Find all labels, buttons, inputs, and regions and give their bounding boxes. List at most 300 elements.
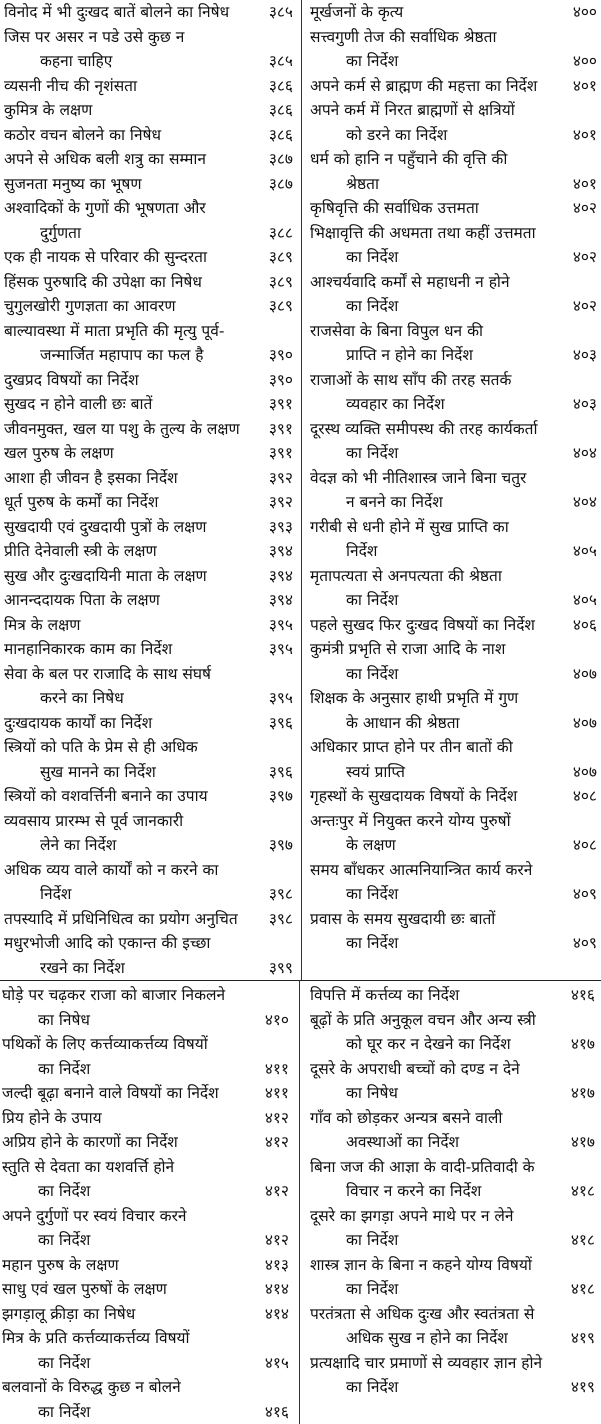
entry-title-line: गरीबी से धनी होने में सुख प्राप्ति का	[310, 515, 553, 540]
entry-page-number: ४१३	[245, 1253, 289, 1278]
entry-title-line: घोड़े पर चढ़कर राजा को बाजार निकलने	[2, 983, 245, 1008]
index-entry	[4, 931, 293, 980]
index-entry	[2, 1032, 289, 1081]
index-entry	[310, 270, 597, 319]
entry-title	[310, 1155, 551, 1204]
entry-title	[4, 196, 249, 245]
entry-title	[310, 1057, 551, 1106]
entry-title-line: शिक्षक के अनुसार हाथी प्रभृति में गुण	[310, 686, 553, 711]
entry-title-continuation: का निर्देश	[2, 1057, 245, 1082]
entry-title-continuation: को घूर कर न देखने का निर्देश	[310, 1032, 551, 1057]
entry-title-line: सेवा के बल पर राजादि के साथ संघर्ष	[4, 662, 249, 687]
entry-page-number: ३९८	[249, 907, 293, 932]
index-entry	[4, 319, 293, 368]
entry-page-number: ४०७	[553, 662, 597, 687]
entry-title-line: मित्र के प्रति कर्त्तव्याकर्त्तव्य विषयों	[2, 1326, 245, 1351]
entry-title	[4, 539, 249, 564]
entry-title-line: सुखदायी एवं दुखदायी पुत्रों के लक्षण	[4, 515, 249, 540]
entry-title	[4, 147, 249, 172]
index-entry	[4, 490, 293, 515]
entry-title	[310, 319, 553, 368]
index-entry	[2, 1326, 289, 1375]
entry-title	[4, 392, 249, 417]
index-entry	[4, 368, 293, 393]
entry-title-continuation: करने का निषेध	[4, 686, 249, 711]
entry-page-number: ४१०	[245, 1008, 289, 1033]
entry-page-number: ३८६	[249, 123, 293, 148]
index-entry	[2, 1106, 289, 1131]
entry-page-number: ३८७	[249, 172, 293, 197]
entry-title	[2, 1155, 245, 1204]
index-entry	[4, 0, 293, 25]
entry-title-line: बिना जज की आज्ञा के वादी-प्रतिवादी के	[310, 1155, 551, 1180]
index-entry	[310, 1302, 595, 1351]
entry-title-continuation: कहना चाहिए	[4, 49, 249, 74]
entry-page-number: ४१२	[245, 1106, 289, 1131]
entry-title	[4, 613, 249, 638]
entry-page-number: ३९१	[249, 441, 293, 466]
entry-title	[4, 172, 249, 197]
index-entry	[310, 319, 597, 368]
index-entry	[310, 417, 597, 466]
entry-title	[310, 221, 553, 270]
entry-title-line: सुजनता मनुष्य का भूषण	[4, 172, 249, 197]
entry-title	[2, 1081, 245, 1106]
entry-title-line: गृहस्थों के सुखदायक विषयों के निर्देश	[310, 784, 553, 809]
entry-page-number: ३८९	[249, 245, 293, 270]
entry-title-line: पहले सुखद फिर दुःखद विषयों का निर्देश	[310, 613, 553, 638]
entry-title	[310, 25, 553, 74]
index-entry	[310, 637, 597, 686]
index-entry	[2, 1204, 289, 1253]
entry-title	[4, 466, 249, 491]
entry-title-continuation: विचार न करने का निर्देश	[310, 1179, 551, 1204]
entry-page-number: ३८९	[249, 270, 293, 295]
entry-title-line: मूर्खजनों के कृत्य	[310, 0, 553, 25]
index-entry	[4, 123, 293, 148]
entry-page-number: ४१९	[551, 1375, 595, 1400]
entry-title-line: दूसरे के अपराधी बच्चों को दण्ड न देने	[310, 1057, 551, 1082]
entry-page-number: ३८६	[249, 98, 293, 123]
entry-page-number: ३९४	[249, 588, 293, 613]
index-entry	[4, 735, 293, 784]
entry-page-number: ४१२	[245, 1179, 289, 1204]
entry-title-line: प्रवास के समय सुखदायी छः बातों	[310, 907, 553, 932]
index-entry	[310, 613, 597, 638]
entry-title-line: सत्त्वगुणी तेज की सर्वाधिक श्रेष्ठता	[310, 25, 553, 50]
entry-page-number: ३९७	[249, 833, 293, 858]
entry-title-line: सुखद न होने वाली छः बातें	[4, 392, 249, 417]
index-entry	[310, 735, 597, 784]
entry-title	[4, 515, 249, 540]
entry-page-number: ४१७	[551, 1130, 595, 1155]
entry-title-continuation: का निर्देश	[310, 294, 553, 319]
entry-page-number: ४१४	[245, 1277, 289, 1302]
entry-title-continuation: के आधान की श्रेष्ठता	[310, 711, 553, 736]
entry-title-continuation: जन्मार्जित महापाप का फल है	[4, 343, 249, 368]
index-entry	[310, 196, 597, 221]
index-entry	[4, 564, 293, 589]
entry-title-line: दुखप्रद विषयों का निर्देश	[4, 368, 249, 393]
entry-title-line: वेदज्ञ को भी नीतिशास्त्र जाने बिना चतुर	[310, 466, 553, 491]
entry-page-number: ४०४	[553, 490, 597, 515]
entry-page-number: ३९९	[249, 956, 293, 981]
index-entry	[4, 270, 293, 295]
index-entry	[310, 147, 597, 196]
index-entry	[310, 564, 597, 613]
entry-title-continuation: का निर्देश	[2, 1228, 245, 1253]
entry-title-line: दुःखदायक कार्यों का निर्देश	[4, 711, 249, 736]
entry-title	[310, 858, 553, 907]
entry-title	[2, 1253, 245, 1278]
index-entry	[2, 1375, 289, 1424]
entry-page-number: ४०९	[553, 882, 597, 907]
index-entry	[4, 613, 293, 638]
entry-title	[4, 662, 249, 711]
entry-title-line: कुमित्र के लक्षण	[4, 98, 249, 123]
index-entry	[4, 588, 293, 613]
entry-title	[4, 809, 249, 858]
entry-title	[4, 294, 249, 319]
entry-page-number: ३९५	[249, 637, 293, 662]
entry-title	[310, 983, 551, 1008]
entry-title	[310, 417, 553, 466]
index-entry	[310, 809, 597, 858]
entry-title	[310, 196, 553, 221]
entry-title-continuation: का निर्देश	[310, 931, 553, 956]
index-entry	[4, 147, 293, 172]
index-entry	[4, 662, 293, 711]
entry-title	[4, 784, 249, 809]
entry-page-number: ४१७	[551, 1081, 595, 1106]
entry-title-line: परतंत्रता से अधिक दुःख और स्वतंत्रता से	[310, 1302, 551, 1327]
entry-title	[310, 809, 553, 858]
entry-title-line: साधु एवं खल पुरुषों के लक्षण	[2, 1277, 245, 1302]
entry-title	[310, 613, 553, 638]
entry-title	[4, 245, 249, 270]
entry-title-continuation: स्वयं प्राप्ति	[310, 760, 553, 785]
entry-title-line: अधिक व्यय वाले कार्यों को न करने का	[4, 858, 249, 883]
index-entry	[310, 784, 597, 809]
entry-title	[310, 74, 553, 99]
entry-title	[4, 0, 249, 25]
index-entry	[4, 392, 293, 417]
entry-page-number: ३८८	[249, 221, 293, 246]
index-entry	[4, 784, 293, 809]
entry-title	[2, 1375, 245, 1424]
entry-title	[310, 1106, 551, 1155]
entry-title	[310, 907, 553, 956]
entry-page-number: ४०३	[553, 392, 597, 417]
index-entry	[310, 98, 597, 147]
entry-title-line: विपत्ति में कर्त्तव्य का निर्देश	[310, 983, 551, 1008]
entry-page-number: ३९०	[249, 343, 293, 368]
entry-page-number: ४०१	[553, 172, 597, 197]
index-entry	[310, 25, 597, 74]
entry-title-line: गाँव को छोड़कर अन्यत्र बसने वाली	[310, 1106, 551, 1131]
entry-page-number: ४००	[553, 49, 597, 74]
entry-title-continuation: निर्देश	[4, 882, 249, 907]
index-entry	[310, 1155, 595, 1204]
entry-title-continuation: अधिक सुख न होने का निर्देश	[310, 1326, 551, 1351]
entry-title-continuation: का निर्देश	[2, 1351, 245, 1376]
entry-page-number: ४११	[245, 1057, 289, 1082]
entry-page-number: ४११	[245, 1081, 289, 1106]
entry-title	[4, 735, 249, 784]
entry-page-number: ३९८	[249, 882, 293, 907]
entry-title	[4, 588, 249, 613]
entry-title	[2, 1302, 245, 1327]
entry-title-line: अपने कर्म में निरत ब्राह्मणों से क्षत्रियों	[310, 98, 553, 123]
entry-title	[4, 74, 249, 99]
index-entry	[310, 1057, 595, 1106]
entry-title-line: प्रिय होने के उपाय	[2, 1106, 245, 1131]
index-entry	[4, 858, 293, 907]
index-entry	[310, 466, 597, 515]
index-entry	[310, 368, 597, 417]
entry-title-continuation: का निर्देश	[310, 1228, 551, 1253]
entry-page-number: ३९४	[249, 564, 293, 589]
entry-page-number: ४१४	[245, 1302, 289, 1327]
entry-title	[4, 98, 249, 123]
entry-page-number: ३९२	[249, 466, 293, 491]
entry-title-line: तपस्यादि में प्रधिनिधित्व का प्रयोग अनुचित	[4, 907, 249, 932]
entry-title	[4, 25, 249, 74]
entry-title-line: बाल्यावस्था में माता प्रभृति की मृत्यु पूर्व-	[4, 319, 249, 344]
entry-title-line: सुख और दुःखदायिनी माता के लक्षण	[4, 564, 249, 589]
entry-title	[4, 637, 249, 662]
entry-title-continuation: का निषेध	[2, 1008, 245, 1033]
entry-page-number: ४१५	[245, 1351, 289, 1376]
index-entry	[310, 0, 597, 25]
entry-title-continuation: निर्देश	[310, 539, 553, 564]
entry-title-line: जल्दी बूढ़ा बनाने वाले विषयों का निर्देश	[2, 1081, 245, 1106]
entry-page-number: ३८९	[249, 294, 293, 319]
entry-title-line: मृतापत्यता से अनपत्यता की श्रेष्ठता	[310, 564, 553, 589]
entry-title	[4, 368, 249, 393]
entry-title-continuation: का निर्देश	[2, 1400, 245, 1424]
entry-title-continuation: का निर्देश	[310, 1277, 551, 1302]
index-entry	[4, 711, 293, 736]
index-entry	[4, 74, 293, 99]
entry-title	[310, 1302, 551, 1351]
index-entry	[4, 539, 293, 564]
index-entry	[2, 1277, 289, 1302]
entry-title-line: आशा ही जीवन है इसका निर्देश	[4, 466, 249, 491]
entry-title-line: जीवनमुक्त, खल या पशु के तुल्य के लक्षण	[4, 417, 249, 442]
entry-title-line: बूढ़ों के प्रति अनुकूल वचन और अन्य स्त्री	[310, 1008, 551, 1033]
entry-title-line: पथिकों के लिए कर्त्तव्याकर्त्तव्य विषयों	[2, 1032, 245, 1057]
index-column-bottom-left	[0, 981, 300, 1424]
index-entry	[4, 417, 293, 442]
entry-title-line: भिक्षावृत्ति की अधमता तथा कहीं उत्तमता	[310, 221, 553, 246]
index-entry	[4, 98, 293, 123]
index-entry	[2, 1302, 289, 1327]
entry-title-line: अश्वादिकों के गुणों की भूषणता और	[4, 196, 249, 221]
entry-title-line: हिंसक पुरुषादि की उपेक्षा का निषेध	[4, 270, 249, 295]
entry-page-number: ३९६	[249, 760, 293, 785]
entry-title-continuation: व्यवहार का निर्देश	[310, 392, 553, 417]
entry-title-continuation: का निर्देश	[2, 1179, 245, 1204]
entry-title	[310, 147, 553, 196]
entry-page-number: ३८५	[249, 49, 293, 74]
entry-page-number: ४१६	[551, 983, 595, 1008]
entry-title-line: व्यवसाय प्रारम्भ से पूर्व जानकारी	[4, 809, 249, 834]
entry-title	[4, 123, 249, 148]
entry-page-number: ४१८	[551, 1277, 595, 1302]
index-entry	[4, 196, 293, 245]
entry-title-line: दूसरे का झगड़ा अपने माथे पर न लेने	[310, 1204, 551, 1229]
entry-title	[310, 637, 553, 686]
index-entry	[2, 1155, 289, 1204]
index-entry	[310, 221, 597, 270]
entry-title	[310, 1008, 551, 1057]
index-entry	[2, 983, 289, 1032]
entry-title	[2, 1130, 245, 1155]
index-entry	[2, 1253, 289, 1278]
index-entry	[2, 1130, 289, 1155]
entry-title-continuation: का निर्देश	[310, 882, 553, 907]
entry-page-number: ४०३	[553, 343, 597, 368]
entry-title	[310, 515, 553, 564]
entry-page-number: ३८५	[249, 0, 293, 25]
entry-title-line: कुमंत्री प्रभृति से राजा आदि के नाश	[310, 637, 553, 662]
entry-title	[2, 983, 245, 1032]
entry-title	[4, 319, 249, 368]
entry-page-number: ४०८	[553, 833, 597, 858]
entry-title-continuation: का निर्देश	[310, 49, 553, 74]
index-entry	[4, 515, 293, 540]
entry-title	[4, 907, 249, 932]
index-entry	[310, 983, 595, 1008]
entry-title-continuation: अवस्थाओं का निर्देश	[310, 1130, 551, 1155]
entry-page-number: ३८६	[249, 74, 293, 99]
entry-title	[2, 1106, 245, 1131]
entry-title-line: समय बाँधकर आत्मनियान्त्रित कार्य करने	[310, 858, 553, 883]
entry-title-line: झगड़ालू क्रीड़ा का निषेध	[2, 1302, 245, 1327]
entry-title-line: अपने दुर्गुणों पर स्वयं विचार करने	[2, 1204, 245, 1229]
entry-title-line: स्तुति से देवता का यशवर्त्ति होने	[2, 1155, 245, 1180]
entry-title-line: स्त्रियों को वशवर्त्तिनी बनाने का उपाय	[4, 784, 249, 809]
entry-title	[310, 564, 553, 613]
index-entry	[310, 858, 597, 907]
index-entry	[4, 441, 293, 466]
entry-title-line: धर्म को हानि न पहुँचाने की वृत्ति की	[310, 147, 553, 172]
entry-title-continuation: सुख मानने का निर्देश	[4, 760, 249, 785]
entry-title-line: प्रीति देनेवाली स्त्री के लक्षण	[4, 539, 249, 564]
entry-title	[4, 270, 249, 295]
entry-page-number: ४०५	[553, 588, 597, 613]
entry-title	[4, 417, 249, 442]
index-entry	[4, 809, 293, 858]
entry-page-number: ३९६	[249, 711, 293, 736]
index-entry	[310, 686, 597, 735]
entry-page-number: ४१८	[551, 1179, 595, 1204]
entry-title	[310, 1204, 551, 1253]
entry-page-number: ४०२	[553, 294, 597, 319]
entry-title-line: अधिकार प्राप्त होने पर तीन बातों की	[310, 735, 553, 760]
entry-page-number: ३९१	[249, 417, 293, 442]
entry-title-line: कृषिवृत्ति की सर्वाधिक उत्तमता	[310, 196, 553, 221]
entry-title	[310, 0, 553, 25]
entry-title-line: अपने से अधिक बली शत्रु का सम्मान	[4, 147, 249, 172]
index-entry	[310, 1204, 595, 1253]
entry-title	[4, 711, 249, 736]
entry-page-number: ४०६	[553, 613, 597, 638]
index-entry	[4, 907, 293, 932]
entry-title	[4, 441, 249, 466]
index-entry	[310, 515, 597, 564]
entry-title-continuation: का निर्देश	[310, 245, 553, 270]
entry-title-continuation: का निर्देश	[310, 1375, 551, 1400]
entry-title	[310, 270, 553, 319]
entry-title	[2, 1032, 245, 1081]
entry-title	[310, 1253, 551, 1302]
entry-title	[310, 784, 553, 809]
entry-title-continuation: दुर्गुणता	[4, 221, 249, 246]
index-entry	[310, 1106, 595, 1155]
entry-title-line: जिस पर असर न पडे उसे कुछ न	[4, 25, 249, 50]
entry-title-line: बलवानों के विरुद्ध कुछ न बोलने	[2, 1375, 245, 1400]
entry-title	[4, 931, 249, 980]
entry-page-number: ४१६	[245, 1400, 289, 1424]
entry-page-number: ४०९	[553, 931, 597, 956]
entry-title-line: चुगुलखोरी गुणज्ञता का आवरण	[4, 294, 249, 319]
entry-title-line: एक ही नायक से परिवार की सुन्दरता	[4, 245, 249, 270]
entry-title	[2, 1204, 245, 1253]
entry-title-continuation: रखने का निर्देश	[4, 956, 249, 981]
entry-title-continuation: का निर्देश	[310, 588, 553, 613]
entry-title-line: खल पुरुष के लक्षण	[4, 441, 249, 466]
entry-title-line: स्त्रियों को पति के प्रेम से ही अधिक	[4, 735, 249, 760]
entry-title	[4, 490, 249, 515]
entry-page-number: ४०२	[553, 245, 597, 270]
entry-title-line: मानहानिकारक काम का निर्देश	[4, 637, 249, 662]
entry-title-line: अन्तःपुर में नियुक्त करने योग्य पुरुषों	[310, 809, 553, 834]
index-entry	[4, 245, 293, 270]
entry-title-line: दूरस्थ व्यक्ति समीपस्थ की तरह कार्यकर्ता	[310, 417, 553, 442]
entry-title-line: महान पुरुष के लक्षण	[2, 1253, 245, 1278]
entry-title-line: मधुरभोजी आदि को एकान्त की इच्छा	[4, 931, 249, 956]
entry-page-number: ४१२	[245, 1228, 289, 1253]
entry-page-number: ४००	[553, 0, 597, 25]
entry-page-number: ३९५	[249, 686, 293, 711]
entry-title	[310, 98, 553, 147]
entry-title	[310, 686, 553, 735]
entry-title	[2, 1326, 245, 1375]
index-bottom-section	[0, 980, 601, 1424]
entry-title	[310, 368, 553, 417]
entry-page-number: ४०७	[553, 711, 597, 736]
entry-page-number: ३९५	[249, 613, 293, 638]
entry-page-number: ३८७	[249, 147, 293, 172]
entry-title-line: शास्त्र ज्ञान के बिना न कहने योग्य विषयों	[310, 1253, 551, 1278]
entry-title-line: राजाओं के साथ साँप की तरह सतर्क	[310, 368, 553, 393]
entry-page-number: ४०१	[553, 123, 597, 148]
index-entry	[4, 637, 293, 662]
entry-page-number: ३९०	[249, 368, 293, 393]
entry-title-line: मित्र के लक्षण	[4, 613, 249, 638]
entry-title-line: कठोर वचन बोलने का निषेध	[4, 123, 249, 148]
entry-title-line: अपने कर्म से ब्राह्मण की महत्ता का निर्देश	[310, 74, 553, 99]
entry-title-line: अप्रिय होने के कारणों का निर्देश	[2, 1130, 245, 1155]
entry-title	[4, 858, 249, 907]
entry-page-number: ४०४	[553, 441, 597, 466]
entry-page-number: ३९२	[249, 490, 293, 515]
entry-page-number: ३९१	[249, 392, 293, 417]
entry-title-continuation: लेने का निर्देश	[4, 833, 249, 858]
index-entry	[4, 466, 293, 491]
